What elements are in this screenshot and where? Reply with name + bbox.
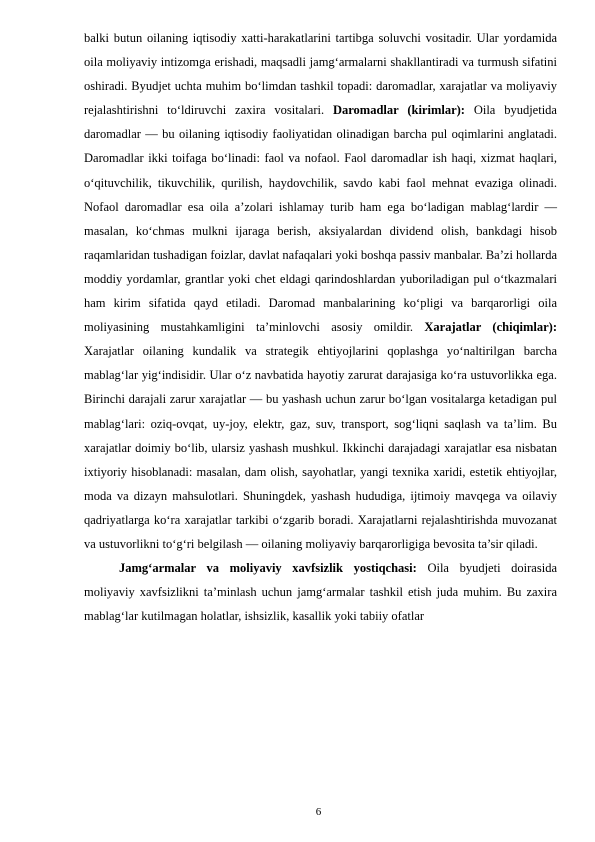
paragraph-intro-text: balki butun oilaning iqtisodiy xatti-harakatlarini tartibga soluvchi vositadir. Ular yordamida oila moliyaviy intizomga erishadi, maqsadli jamg‘armalarni shakllantiradi va turmush sifatini oshiradi. Byudjet uchta muhim bo‘limdan tashkil topadi: daromadlar, xarajatlar va moliyaviy rejalashtirishni to‘ldiruvchi zaxira vositalari. <box>84 31 557 118</box>
document-page <box>84 26 557 628</box>
body-paragraph-budget <box>84 26 557 556</box>
heading-savings: Jamg‘armalar va moliyaviy xavfsizlik yostiqchasi: <box>119 561 417 576</box>
paragraph-income-text: Oila byudjetida daromadlar — bu oilaning iqtisodiy faoliyatidan olinadigan barcha pul oqimlarini anglatadi. Daromadlar ikki toifaga bo‘linadi: faol va nofaol. Faol daromadlar ish haqi, xizmat haqlari, o‘qituvchilik, tikuvchilik, qurilish, haydovchilik, savdo kabi faol mehnat evaziga olinadi. Nofaol daromadlar esa oila a’zolari ishlamay turib ham ega bo‘ladigan mablag‘lardir — masalan, ko‘chmas mulkni ijaraga berish, aksiyalardan dividend olish, bankdagi hisob raqamlaridan tushadigan foizlar, davlat nafaqalari yoki boshqa passiv manbalar. Ba’zi hollarda moddiy yordamlar, grantlar yoki chet eldagi qarindoshlardan yuboriladigan pul o‘tkazmalari ham kirim sifatida qayd etiladi. Daromad manbalarining ko‘pligi va barqarorligi oila moliyasining mustahkamligini ta’minlovchi asosiy omildir. <box>84 103 557 335</box>
heading-expenses: Xarajatlar (chiqimlar): <box>424 320 557 335</box>
paragraph-savings-text: Oila byudjeti doirasida moliyaviy xavfsizlikni ta’minlash uchun jamg‘armalar tashkil etish juda muhim. Bu zaxira mablag‘lar kutilmagan holatlar, ishsizlik, kasallik yoki tabiiy ofatlar <box>84 561 557 624</box>
body-paragraph-savings <box>84 556 557 628</box>
heading-income: Daromadlar (kirimlar): <box>332 103 465 118</box>
page-number: 6 <box>315 806 322 818</box>
paragraph-expenses-text: Xarajatlar oilaning kundalik va strategik ehtiyojlarini qoplashga yo‘naltirilgan barcha mablag‘lar yig‘indisidir. Ular o‘z navbatida hayotiy zarurat darajasiga ko‘ra ustuvorlikka ega. Birinchi darajali zarur xarajatlar — bu yashash uchun zarur bo‘lgan vositalarga ketadigan pul mablag‘lari: oziq-ovqat, uy-joy, elektr, gaz, suv, transport, sog‘liqni saqlash va ta’lim. Bu xarajatlar doimiy bo‘lib, ularsiz yashash mushkul. Ikkinchi darajadagi xarajatlar esa nisbatan ixtiyoriy hisoblanadi: masalan, dam olish, sayohatlar, yangi texnika xaridi, estetik ehtiyojlar, moda va dizayn mahsulotlari. Shuningdek, yashash hududiga, ijtimoiy mavqega va oilaviy qadriyatlarga ko‘ra xarajatlar tarkibi o‘zgarib boradi. Xarajatlarni rejalashtirishda muvozanat va ustuvorlikni to‘g‘ri belgilash — oilaning moliyaviy barqarorligiga bevosita ta’sir qiladi. <box>84 344 557 551</box>
